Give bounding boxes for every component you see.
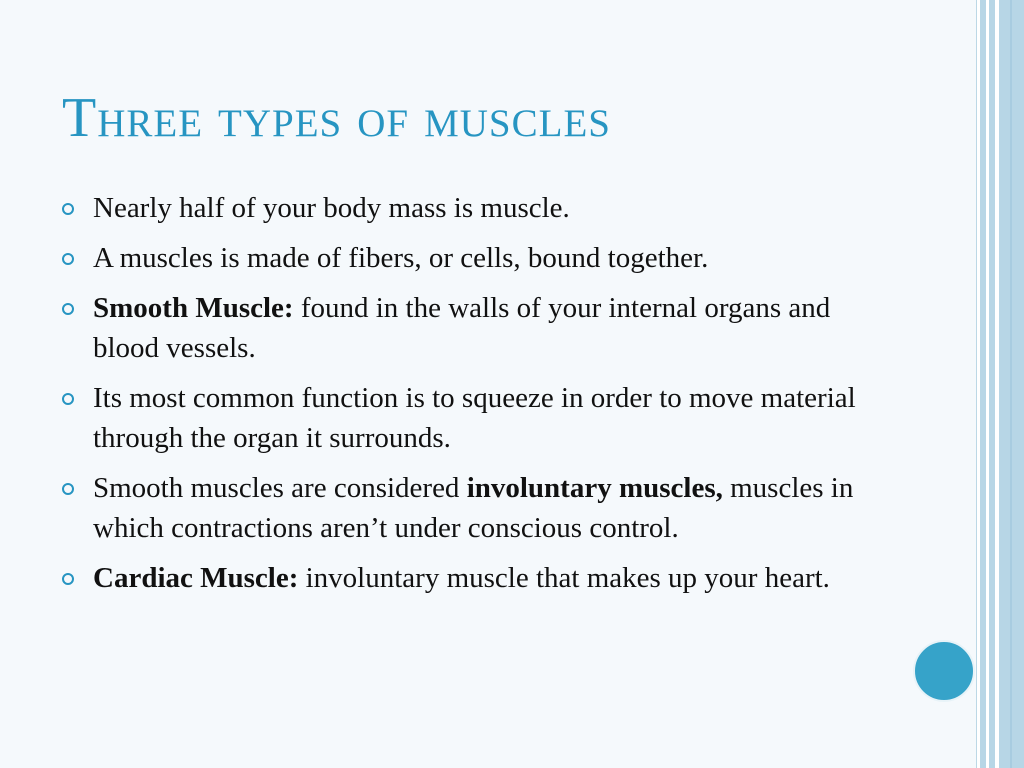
bullet-circle-icon bbox=[62, 253, 74, 265]
bullet-item bbox=[62, 558, 882, 598]
bullet-item bbox=[62, 238, 882, 278]
bullet-text: A muscles is made of fibers, or cells, bound together. bbox=[93, 242, 709, 274]
bullet-text: Its most common function is to squeeze in order to move material through the organ it surrounds. bbox=[93, 382, 856, 454]
bullet-mid-bold: involuntary muscles, bbox=[466, 472, 723, 504]
bullet-circle-icon bbox=[62, 303, 74, 315]
bullet-item bbox=[62, 188, 882, 228]
bullet-item bbox=[62, 468, 882, 548]
bullet-item bbox=[62, 288, 882, 368]
bullet-circle-icon bbox=[62, 393, 74, 405]
bullet-lead-bold: Cardiac Muscle: bbox=[93, 562, 299, 594]
bullet-item bbox=[62, 378, 882, 458]
bullet-circle-icon bbox=[62, 483, 74, 495]
bullet-circle-icon bbox=[62, 573, 74, 585]
slide-title: Three types of muscles bbox=[62, 87, 611, 149]
bullet-text: Nearly half of your body mass is muscle. bbox=[93, 192, 570, 224]
bullet-text: found in the walls of your internal organs and blood vessels. bbox=[93, 292, 831, 364]
bullet-text: involuntary muscle that makes up your heart. bbox=[298, 562, 830, 594]
bullet-list bbox=[62, 188, 882, 608]
bullet-text: Smooth muscles are considered bbox=[93, 472, 467, 504]
bullet-lead-bold: Smooth Muscle: bbox=[93, 292, 294, 324]
decorative-circle bbox=[913, 640, 975, 702]
bullet-circle-icon bbox=[62, 203, 74, 215]
bullet-tail: muscles in which contractions aren’t under conscious control. bbox=[93, 472, 854, 544]
right-border-stripe bbox=[1010, 0, 1012, 768]
